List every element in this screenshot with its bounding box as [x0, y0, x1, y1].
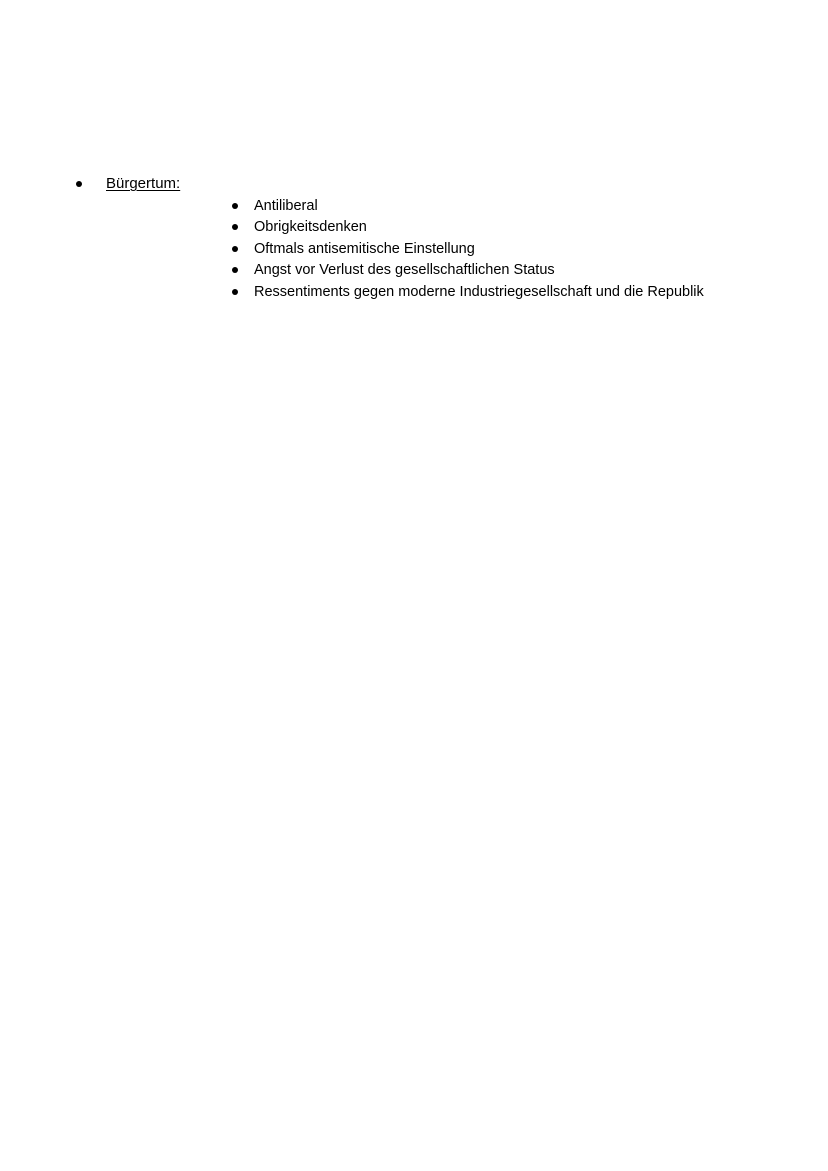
- list-item-text: Oftmals antisemitische Einstellung: [254, 240, 475, 257]
- bullet-icon: [232, 224, 238, 230]
- list-item: [226, 281, 704, 303]
- bullet-icon: [232, 289, 238, 295]
- list-item-text: Angst vor Verlust des gesellschaftlichen Status: [254, 262, 555, 279]
- list-item: [226, 195, 704, 217]
- list-item-text: Obrigkeitsdenken: [254, 219, 367, 236]
- list-item-text: Ressentiments gegen moderne Industriegesellschaft und die Republik: [254, 283, 704, 300]
- bullet-icon: [232, 246, 238, 252]
- bullet-icon: [232, 203, 238, 209]
- list-item: [226, 217, 704, 239]
- bullet-icon: [232, 267, 238, 273]
- sub-bullet-list: [226, 195, 704, 303]
- top-list-item: [68, 174, 180, 194]
- section-heading: Bürgertum:: [106, 175, 181, 192]
- list-item: [226, 260, 704, 282]
- bullet-icon: [76, 181, 82, 187]
- list-item-text: Antiliberal: [254, 197, 318, 214]
- list-item: [226, 238, 704, 260]
